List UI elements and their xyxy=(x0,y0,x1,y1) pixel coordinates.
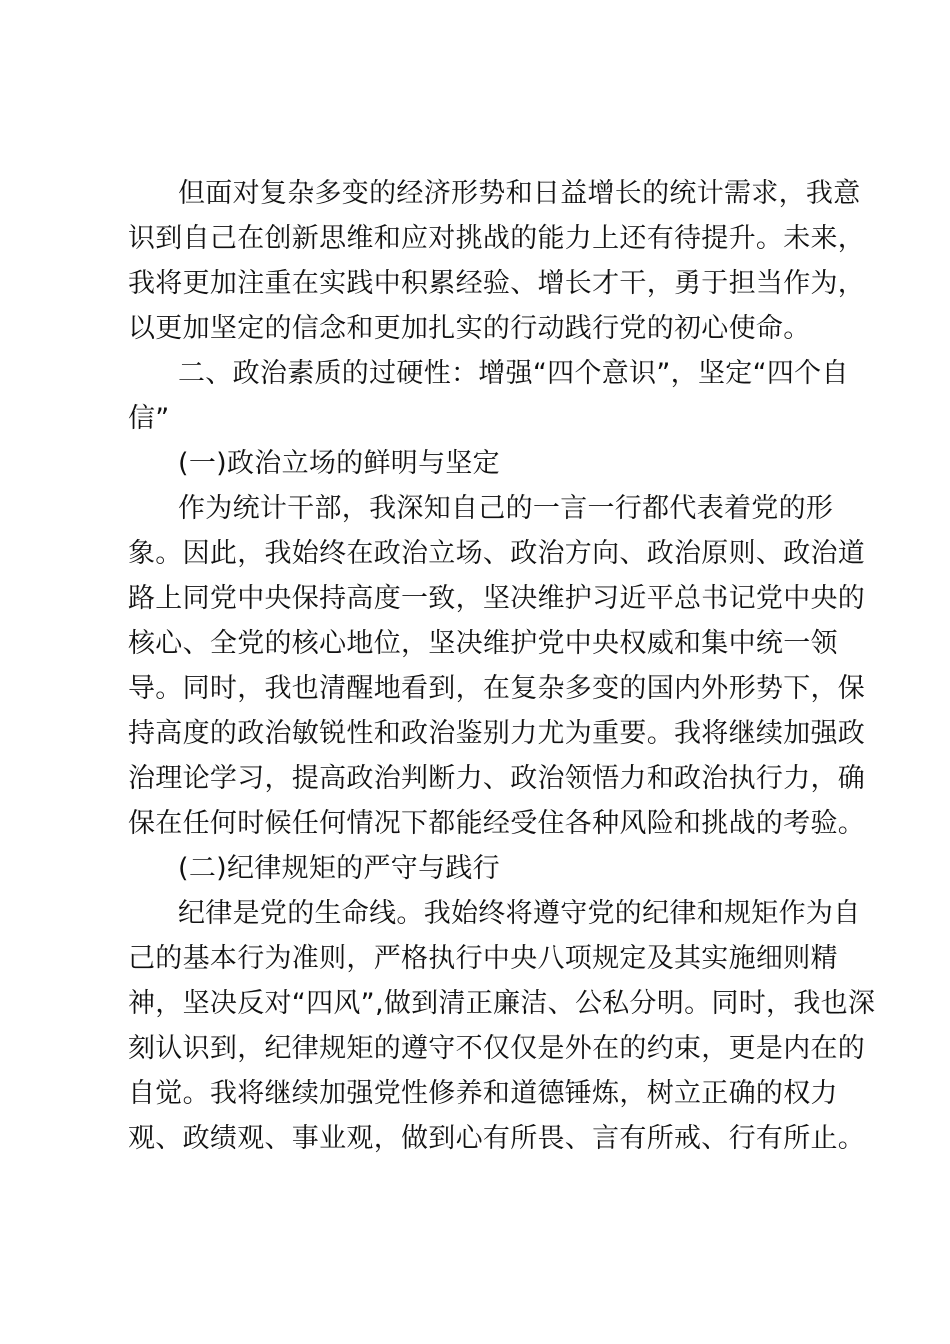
paragraph-line: 识到自己在创新思维和应对挑战的能力上还有待提升。未来， xyxy=(128,223,866,254)
paragraph-line: 持高度的政治敏锐性和政治鉴别力尤为重要。我将继续加强政 xyxy=(128,718,866,749)
paragraph-line: 我将更加注重在实践中积累经验、增长才干，勇于担当作为， xyxy=(128,268,866,299)
paragraph-line: 导。同时，我也清醒地看到，在复杂多变的国内外形势下，保 xyxy=(128,673,866,704)
paragraph-line: 己的基本行为准则，严格执行中央八项规定及其实施细则精 xyxy=(128,943,838,974)
section-heading-line: 信” xyxy=(128,403,170,434)
paragraph-line: 治理论学习，提高政治判断力、政治领悟力和政治执行力，确 xyxy=(128,763,866,794)
subsection-heading: (二)纪律规矩的严守与践行 xyxy=(178,853,500,884)
paragraph-line: 以更加坚定的信念和更加扎实的行动践行党的初心使命。 xyxy=(128,313,811,344)
paragraph-line: 自觉。我将继续加强党性修养和道德锤炼，树立正确的权力 xyxy=(128,1078,838,1109)
section-heading-line: 二、政治素质的过硬性：增强“四个意识”，坚定“四个自 xyxy=(178,358,849,389)
paragraph-line: 路上同党中央保持高度一致，坚决维护习近平总书记党中央的 xyxy=(128,583,866,614)
paragraph-line: 保在任何时候任何情况下都能经受住各种风险和挑战的考验。 xyxy=(128,808,866,839)
paragraph-line: 纪律是党的生命线。我始终将遵守党的纪律和规矩作为自 xyxy=(178,898,861,929)
paragraph-line: 神，坚决反对“四风”,做到清正廉洁、公私分明。同时，我也深 xyxy=(128,988,876,1019)
paragraph-line: 但面对复杂多变的经济形势和日益增长的统计需求，我意 xyxy=(178,178,861,209)
paragraph-line: 刻认识到，纪律规矩的遵守不仅仅是外在的约束，更是内在的 xyxy=(128,1033,866,1064)
paragraph-line: 观、政绩观、事业观，做到心有所畏、言有所戒、行有所止。 xyxy=(128,1123,866,1154)
subsection-heading: (一)政治立场的鲜明与坚定 xyxy=(178,448,500,479)
paragraph-line: 核心、全党的核心地位，坚决维护党中央权威和集中统一领 xyxy=(128,628,838,659)
paragraph-line: 作为统计干部，我深知自己的一言一行都代表着党的形 xyxy=(178,493,834,524)
paragraph-line: 象。因此，我始终在政治立场、政治方向、政治原则、政治道 xyxy=(128,538,866,569)
